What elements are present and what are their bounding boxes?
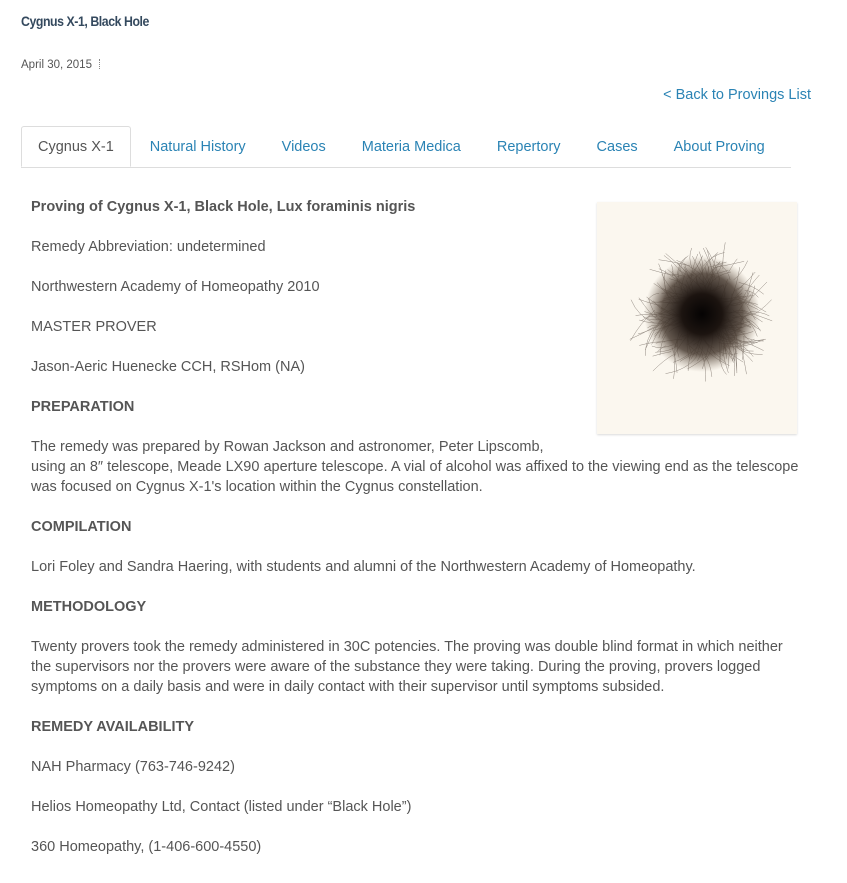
page-title: Cygnus X-1, Black Hole — [21, 13, 149, 29]
compilation-text: Lori Foley and Sandra Haering, with students and alumni of the Northwestern Academy of Homeopathy. — [31, 559, 696, 575]
tab-about-proving[interactable]: About Proving — [673, 139, 765, 155]
post-date-text: April 30, 2015 — [21, 59, 92, 71]
black-hole-image — [597, 202, 797, 434]
methodology-heading: METHODOLOGY — [31, 599, 147, 615]
availability-item: 360 Homeopathy, (1-406-600-4550) — [31, 839, 262, 855]
master-prover-label: MASTER PROVER — [31, 319, 157, 335]
post-date — [21, 59, 100, 71]
methodology-text: Twenty provers took the remedy administered in 30C potencies. The proving was double blind format in which neither the supervisors nor the provers were aware of the substance they were taking. During the proving, provers logged symptoms on a daily basis and were in daily contact with their supervisor until symptoms subsided. — [31, 639, 783, 695]
tab-content — [31, 197, 801, 877]
compilation-heading: COMPILATION — [31, 519, 132, 535]
preparation-text: The remedy was prepared by Rowan Jackson and astronomer, Peter Lipscomb, using an 8″ telescope, Meade LX90 aperture telescope. A vial of alcohol was affixed to the viewing end as the telescope was focused on Cygnus X-1's location within the Cygnus constellation. — [31, 439, 799, 495]
master-prover-name: Jason-Aeric Huenecke CCH, RSHom (NA) — [31, 359, 305, 375]
tab-repertory[interactable]: Repertory — [496, 139, 561, 155]
date-separator — [99, 59, 100, 69]
black-hole-drawing — [597, 202, 797, 434]
back-to-provings-link[interactable]: < Back to Provings List — [663, 87, 811, 103]
availability-item: Helios Homeopathy Ltd, Contact (listed under “Black Hole”) — [31, 799, 412, 815]
tab-videos[interactable]: Videos — [281, 139, 326, 155]
tab-cases[interactable]: Cases — [596, 139, 638, 155]
tab-bar — [21, 126, 791, 168]
tab-cygnus-x-1[interactable]: Cygnus X-1 — [21, 126, 131, 167]
preparation-heading: PREPARATION — [31, 399, 135, 415]
availability-heading: REMEDY AVAILABILITY — [31, 719, 194, 735]
academy: Northwestern Academy of Homeopathy 2010 — [31, 279, 320, 295]
tab-materia-medica[interactable]: Materia Medica — [361, 139, 461, 155]
availability-item: NAH Pharmacy (763-746-9242) — [31, 759, 235, 775]
remedy-abbreviation: Remedy Abbreviation: undetermined — [31, 239, 266, 255]
proving-heading: Proving of Cygnus X-1, Black Hole, Lux foraminis nigris — [31, 199, 416, 215]
tab-natural-history[interactable]: Natural History — [149, 139, 246, 155]
